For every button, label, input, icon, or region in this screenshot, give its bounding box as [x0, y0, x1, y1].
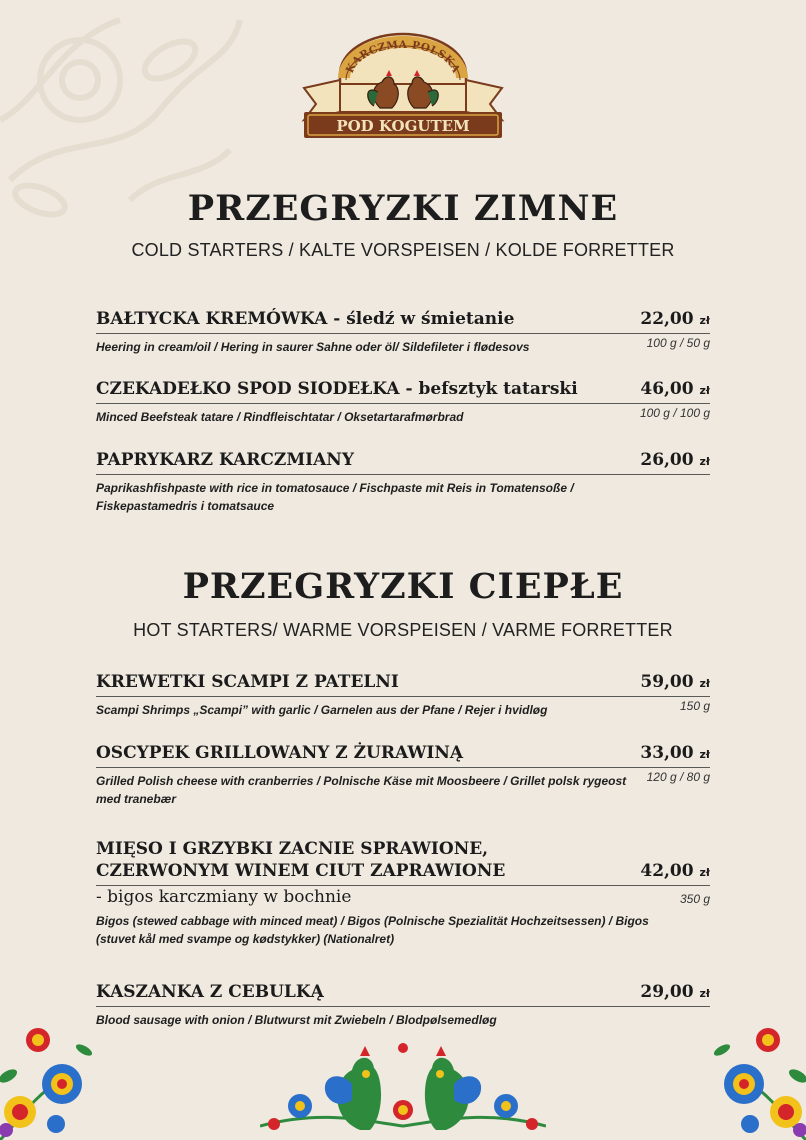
- item-currency: zł: [699, 314, 710, 327]
- item-description: Grilled Polish cheese with cranberries / Polnische Käse mit Moosbeere / Grillet polsk rygeost med tranebær: [96, 774, 627, 806]
- item-name: OSCYPEK GRILLOWANY Z ŻURAWINĄ: [96, 743, 464, 763]
- restaurant-logo: [300, 28, 506, 140]
- item-weight: 100 g / 50 g: [646, 336, 710, 350]
- menu-item: [96, 838, 710, 948]
- item-name-line2: CZERWONYM WINEM CIUT ZAPRAWIONE: [96, 861, 506, 881]
- item-price: 22,00: [640, 309, 694, 329]
- menu-item: [96, 449, 710, 515]
- item-name-extra: - śledź w śmietanie: [327, 309, 515, 329]
- item-weight: 100 g / 100 g: [639, 406, 710, 420]
- item-description: Blood sausage with onion / Blutwurst mit Zwiebeln / Blodpølsemedløg: [96, 1013, 497, 1027]
- logo-arc-text: KARCZMA POLSKA: [343, 38, 463, 76]
- item-currency: zł: [699, 455, 710, 468]
- item-name: CZEKADEŁKO SPOD SIODEŁKA: [96, 379, 400, 399]
- section-subtitle-hot: HOT STARTERS/ WARME VORSPEISEN / VARME FORRETTER: [133, 620, 673, 640]
- menu-item: [96, 671, 710, 719]
- item-weight: 150 g: [679, 699, 710, 713]
- item-price-group: [640, 450, 710, 470]
- item-weight: 350 g: [679, 892, 710, 906]
- menu-item: [96, 742, 710, 808]
- item-price: 26,00: [640, 450, 694, 470]
- item-price-group: [640, 982, 710, 1002]
- menu-item: [96, 981, 710, 1029]
- section-title-hot: PRZEGRYZKI CIEPŁE: [182, 566, 624, 607]
- section-title-cold: PRZEGRYZKI ZIMNE: [187, 188, 619, 229]
- logo-banner-text: POD KOGUTEM: [336, 117, 470, 135]
- item-name: KREWETKI SCAMPI Z PATELNI: [96, 672, 399, 692]
- item-description: Bigos (stewed cabbage with minced meat) / Bigos (Polnische Spezialität Hochzeitsessen) / Bigos (stuvet kål med svampe og kødstykker) (Nationalret): [96, 914, 649, 946]
- item-name: KASZANKA Z CEBULKĄ: [96, 982, 324, 1002]
- item-description: Paprikashfishpaste with rice in tomatosauce / Fischpaste mit Reis in Tomatensoße / Fiskepastamedris i tomatsauce: [96, 481, 574, 513]
- folk-flower-left-icon: [0, 1020, 100, 1140]
- item-price: 33,00: [640, 743, 694, 763]
- item-price: 46,00: [640, 379, 694, 399]
- item-name: BAŁTYCKA KREMÓWKA: [96, 309, 328, 329]
- item-currency: zł: [699, 677, 710, 690]
- item-price-group: [640, 861, 710, 881]
- item-description: Heering in cream/oil / Hering in saurer Sahne oder öl/ Sildefileter i flødesovs: [96, 340, 530, 354]
- item-price: 59,00: [640, 672, 694, 692]
- section-subtitle-cold: COLD STARTERS / KALTE VORSPEISEN / KOLDE FORRETTER: [131, 240, 675, 260]
- item-weight: 120 g / 80 g: [646, 770, 710, 784]
- item-name: MIĘSO I GRZYBKI ZACNIE SPRAWIONE,: [96, 839, 489, 859]
- item-name-line3: - bigos karczmiany w bochnie: [96, 887, 352, 907]
- menu-item: [96, 378, 710, 426]
- folk-flower-right-icon: [706, 1020, 806, 1140]
- folk-roosters-icon: [260, 1040, 546, 1140]
- item-name: PAPRYKARZ KARCZMIANY: [96, 450, 354, 470]
- item-description: Scampi Shrimps „Scampi” with garlic / Garnelen aus der Pfane / Rejer i hvidløg: [96, 703, 548, 717]
- item-price-group: [640, 672, 710, 692]
- item-price: 29,00: [640, 982, 694, 1002]
- item-description: Minced Beefsteak tatare / Rindfleischtatar / Oksetartarafmørbrad: [96, 410, 464, 424]
- item-currency: zł: [699, 384, 710, 397]
- item-currency: zł: [699, 748, 710, 761]
- menu-item: [96, 308, 710, 356]
- item-currency: zł: [699, 987, 710, 1000]
- item-price-group: [640, 309, 710, 329]
- item-price-group: [640, 379, 710, 399]
- item-currency: zł: [699, 866, 710, 879]
- item-price-group: [640, 743, 710, 763]
- item-name-extra: - befsztyk tatarski: [399, 379, 578, 399]
- item-price: 42,00: [640, 861, 694, 881]
